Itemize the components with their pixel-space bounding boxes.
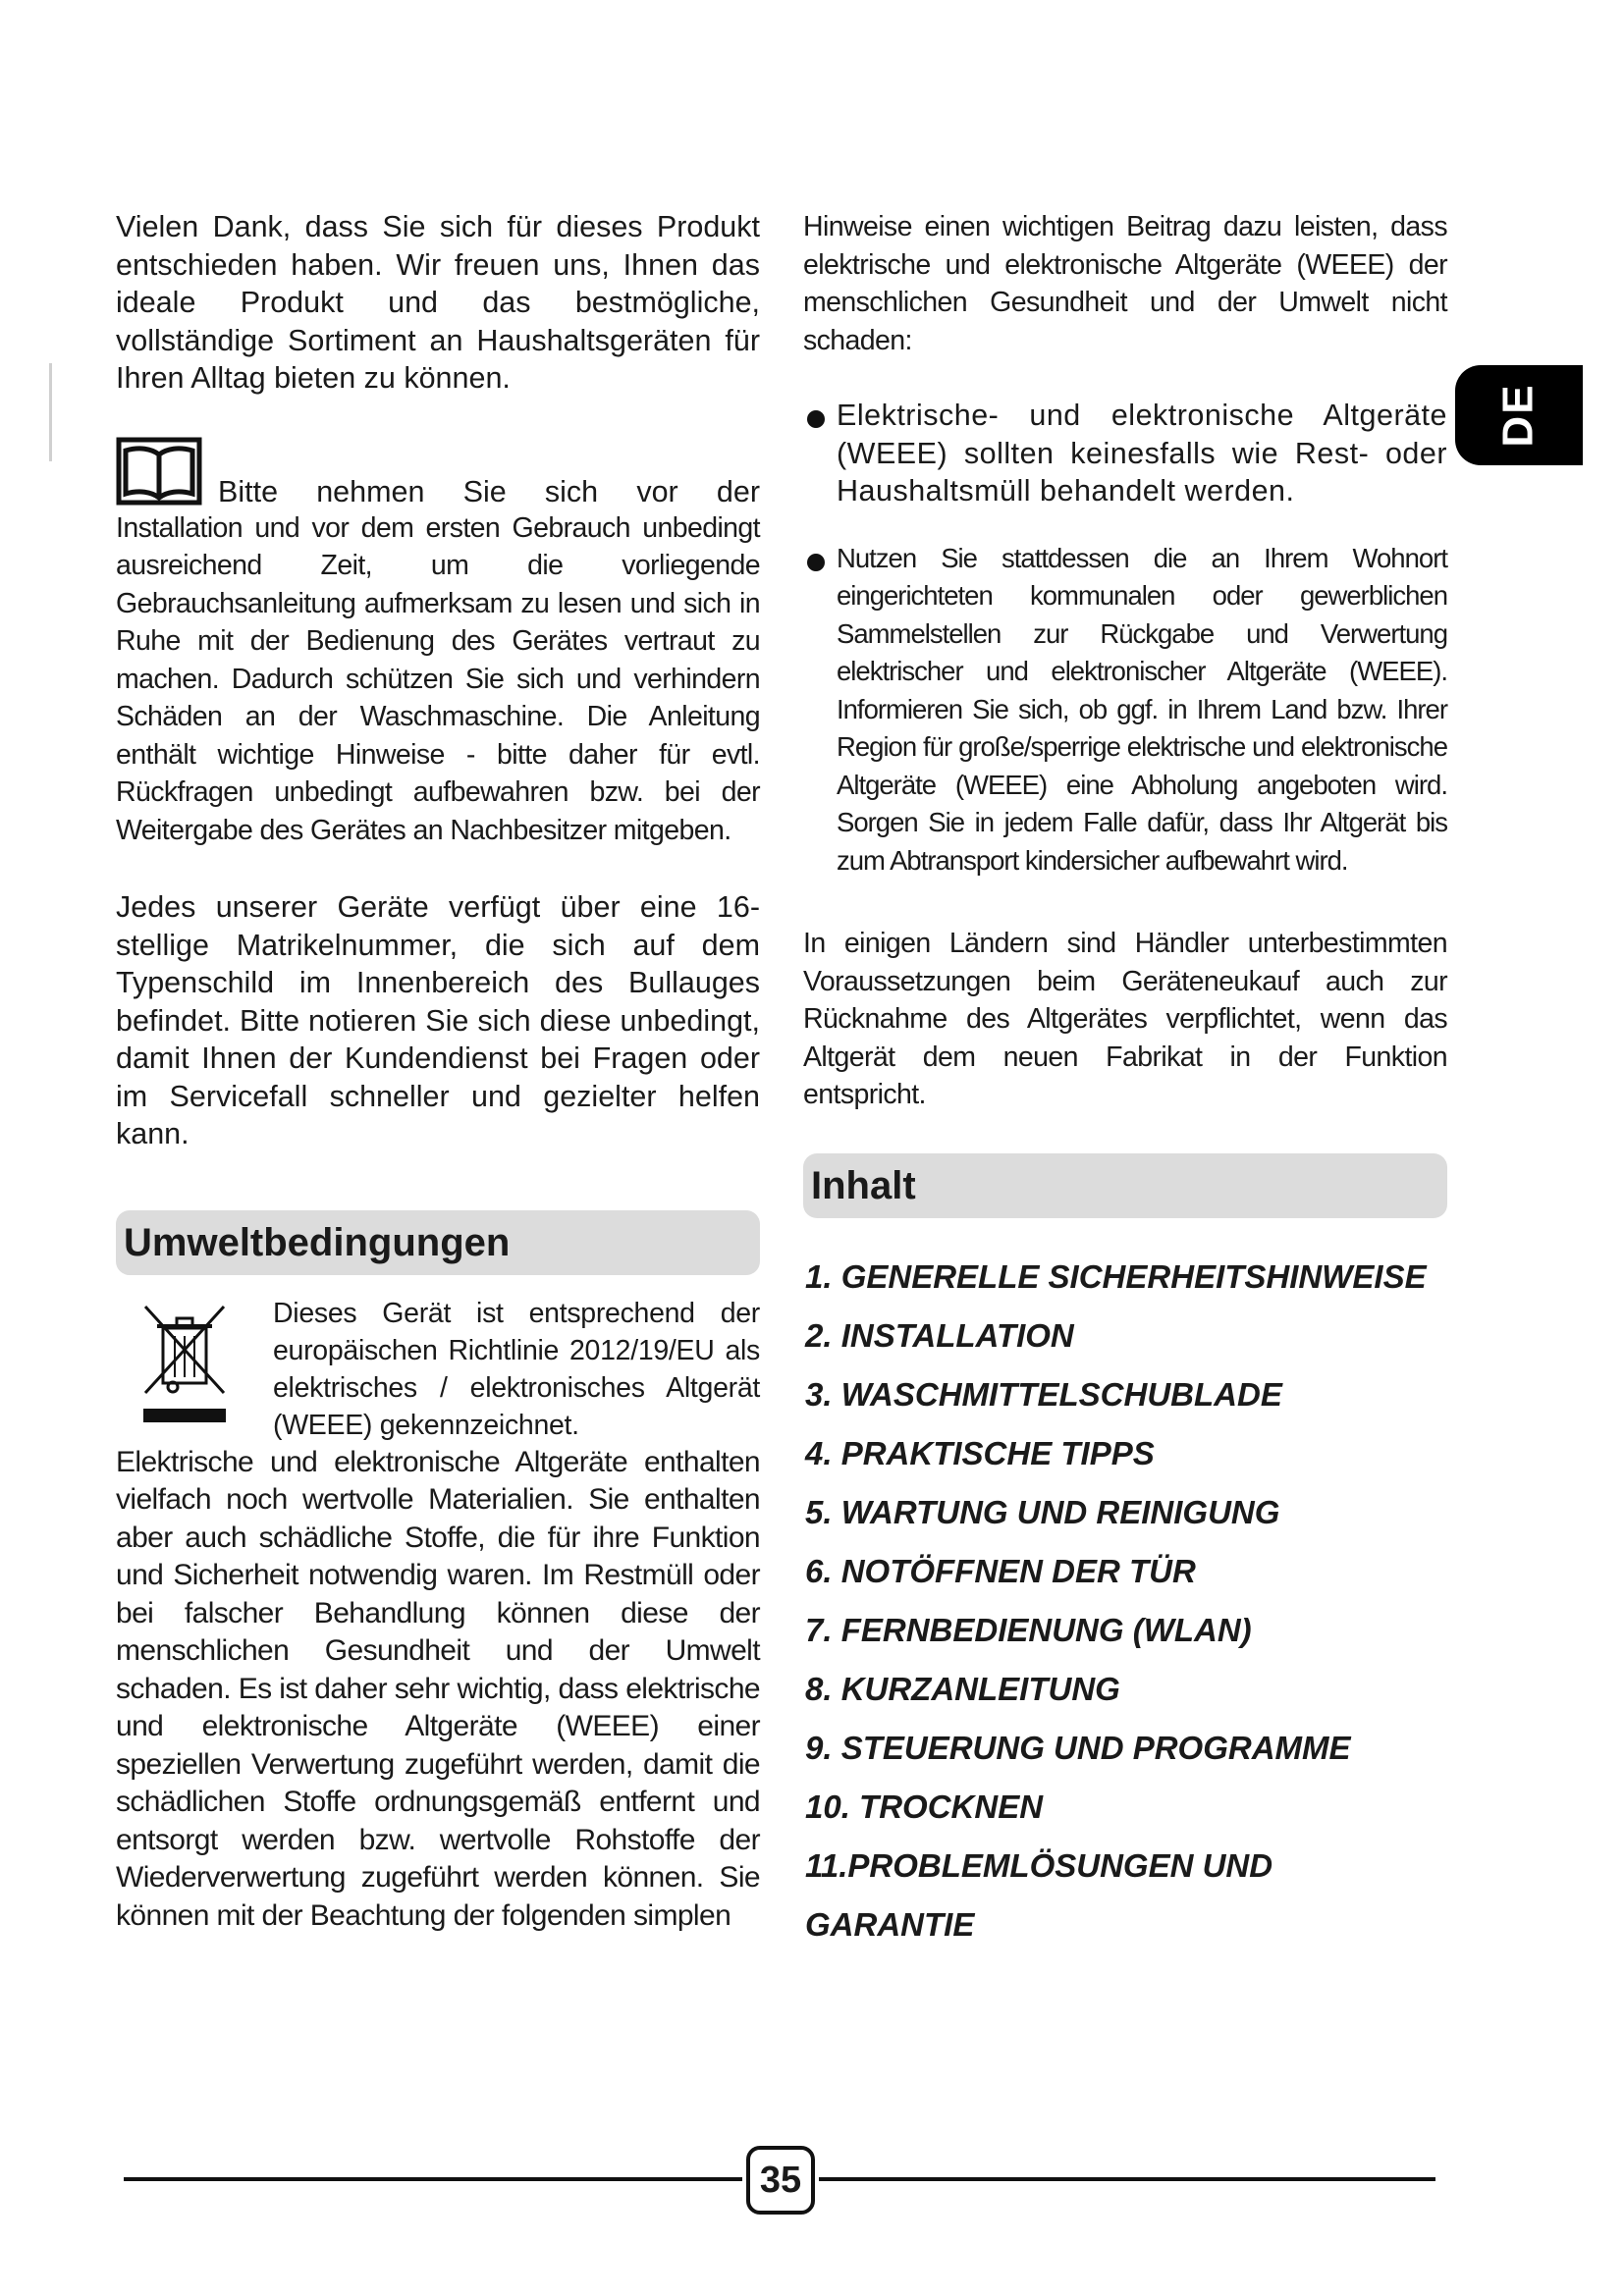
manual-first-line: Bitte nehmen Sie sich vor der <box>218 475 760 508</box>
weee-text-wrap <box>273 1295 760 1444</box>
open-book-icon <box>116 437 202 506</box>
bullet-item: Nutzen Sie stattdessen die an Ihrem Wohnort eingerichteten kommunalen oder gewerblichen Sammelstellen zur Rückgabe und Verwertung elektrischer und elektronischer Altgeräte (WEEE). Informieren Sie sich, ob ggf. in Ihrem Land bzw. Ihrer Region für große/sperrige elektrische und elektronische Altgeräte (WEEE) eine Abholung angeboten wird. Sorgen Sie in jedem Falle dafür, dass Ihr Altgerät bis zum Abtransport kindersicher aufbewahrt wird. <box>803 540 1447 881</box>
contents-heading: Inhalt <box>803 1153 1447 1218</box>
toc-item[interactable]: 2. INSTALLATION <box>805 1316 1074 1354</box>
language-tab-label: DE <box>1494 383 1543 448</box>
retailer-paragraph: In einigen Ländern sind Händler unterbestimmten Voraussetzungen beim Geräteneukauf auch zur Rücknahme des Altgerätes verpflichtet, wenn das Altgerät dem neuen Fabrikat in der Funktion entspricht. <box>803 928 1447 1110</box>
continuation-paragraph: Hinweise einen wichtigen Beitrag dazu leisten, dass elektrische und elektronische Altgeräte (WEEE) der menschlichen Gesundheit und der Umwelt nicht schaden: <box>803 211 1447 356</box>
environment-paragraph: Elektrische und elektronische Altgeräte enthalten vielfach noch wertvolle Materialien. Sie enthalten aber auch schädliche Stoffe, die für ihre Funktion und Sicherheit notwendig waren. Im Restmüll oder bei falscher Behandlung können diese der menschlichen Gesundheit und der Umwelt schaden. Es ist daher sehr wichtig, dass elektrische und elektronische Altgeräte (WEEE) einer speziellen Verwertung zugeführt werden, damit die schädlichen Stoffe ordnungsgemäß entfernt und entsorgt werden bzw. wertvolle Rohstoffe der Wiederverwertung zugeführt werden können. Sie können mit der Beachtung der folgenden simplen <box>116 1445 760 1932</box>
toc-item[interactable]: 3. WASCHMITTELSCHUBLADE <box>805 1375 1282 1413</box>
footer-rule-left <box>124 2177 742 2181</box>
manual-notice <box>116 437 760 506</box>
environment-heading: Umweltbedingungen <box>116 1210 760 1275</box>
table-of-contents <box>803 1248 1447 1943</box>
toc-item[interactable]: 5. WARTUNG UND REINIGUNG <box>805 1493 1280 1530</box>
margin-mark <box>49 363 52 461</box>
toc-item[interactable]: 9. STEUERUNG UND PROGRAMME <box>805 1729 1351 1766</box>
toc-item[interactable]: 8. KURZANLEITUNG <box>805 1670 1120 1707</box>
crossed-bin-icon <box>135 1299 234 1426</box>
serial-number-paragraph: Jedes unserer Geräte verfügt über eine 16-stellige Matrikelnummer, die sich auf dem Typenschild im Innenbereich des Bullauges befindet. Bitte notieren Sie sich diese unbedingt, damit Ihnen der Kundendienst bei Fragen oder im Servicefall schneller und gezielter helfen kann. <box>116 890 760 1150</box>
language-tab <box>1455 365 1583 465</box>
weee-notice <box>116 1295 760 1444</box>
page-number: 35 <box>746 2146 815 2215</box>
bullet-item: Elektrische- und elektronische Altgeräte (WEEE) sollten keinesfalls wie Rest- oder Haushaltsmüll behandelt werden. <box>803 397 1447 510</box>
toc-item[interactable]: 11.PROBLEMLÖSUNGEN UND GARANTIE <box>805 1846 1273 1943</box>
toc-item[interactable]: 10. TROCKNEN <box>805 1788 1044 1825</box>
left-column <box>116 208 760 1935</box>
intro-paragraph: Vielen Dank, dass Sie sich für dieses Produkt entschieden haben. Wir freuen uns, Ihnen das ideale Produkt und das bestmögliche, vollständige Sortiment an Haushaltsgeräten für Ihren Alltag bieten zu können. <box>116 210 760 395</box>
toc-item[interactable]: 7. FERNBEDIENUNG (WLAN) <box>805 1611 1252 1648</box>
toc-item[interactable]: 1. GENERELLE SICHERHEITSHINWEISE <box>805 1257 1427 1295</box>
toc-item[interactable]: 6. NOTÖFFNEN DER TÜR <box>805 1552 1196 1589</box>
manual-paragraph: Installation und vor dem ersten Gebrauch unbedingt ausreichend Zeit, um die vorliegende Gebrauchsanleitung aufmerksam zu lesen und sich in Ruhe mit der Bedienung des Gerätes vertraut zu machen. Dadurch schützen Sie sich und verhindern Schäden an der Waschmaschine. Die Anleitung enthält wichtige Hinweise - bitte daher für evtl. Rückfragen unbedingt aufbewahren bzw. bei der Weitergabe des Gerätes an Nachbesitzer mitgeben. <box>116 511 760 846</box>
weee-paragraph: Dieses Gerät ist entsprechend der europäischen Richtlinie 2012/19/EU als elektrisches / elektronisches Altgerät (WEEE) gekennzeichnet. <box>273 1297 760 1441</box>
toc-item[interactable]: 4. PRAKTISCHE TIPPS <box>805 1434 1155 1471</box>
footer-rule-right <box>819 2177 1435 2181</box>
right-column <box>803 208 1447 1943</box>
